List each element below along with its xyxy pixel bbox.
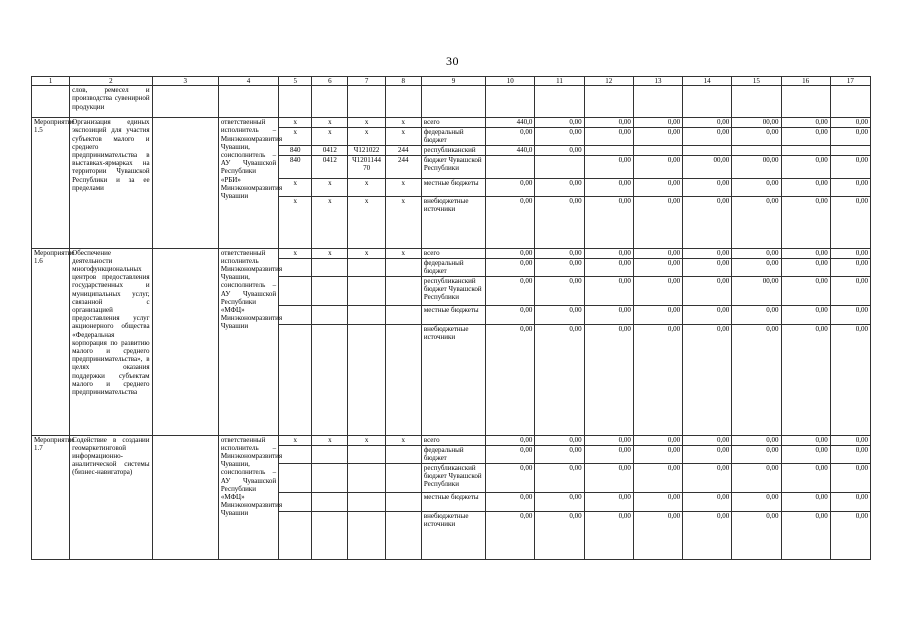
amount-cell: 0,00 xyxy=(633,155,682,178)
budget-code-cell: Ч1201144 70 xyxy=(348,155,385,178)
amount-cell: 0,00 xyxy=(830,128,870,145)
amount-cell: 0,00 xyxy=(584,276,633,305)
amount-cell: 00,00 xyxy=(732,155,781,178)
budget-code-cell xyxy=(279,511,312,559)
amount-cell: 0,00 xyxy=(633,445,682,463)
amount-cell: 0,00 xyxy=(486,258,535,276)
funding-source-cell: всего xyxy=(421,248,485,258)
amount-cell: 0,00 xyxy=(535,324,584,435)
amount-cell: 0,00 xyxy=(781,445,830,463)
amount-cell xyxy=(781,145,830,155)
amount-cell: 0,00 xyxy=(830,324,870,435)
budget-code-cell: x xyxy=(279,435,312,445)
budget-code-cell: 0412 xyxy=(312,155,348,178)
amount-cell: 0,00 xyxy=(781,128,830,145)
amount-cell: 0,00 xyxy=(781,276,830,305)
budget-code-cell xyxy=(385,492,421,511)
amount-cell: 0,00 xyxy=(683,178,732,196)
amount-cell: 0,00 xyxy=(486,463,535,492)
measure-executor: ответственный исполнитель Минэкономразвития Чувашии, соисполнитель – АУ Чувашской Республики «МФЦ» Минэкономразвития Чувашии xyxy=(218,248,278,435)
measure-code: Мероприятие 1.7 xyxy=(32,435,70,559)
amount-cell: 0,00 xyxy=(584,155,633,178)
amount-cell: 0,00 xyxy=(732,178,781,196)
budget-code-cell: x xyxy=(348,196,385,248)
amount-cell: 0,00 xyxy=(633,248,682,258)
amount-cell: 0,00 xyxy=(535,463,584,492)
amount-cell xyxy=(830,145,870,155)
amount-cell: 0,00 xyxy=(732,445,781,463)
budget-code-cell xyxy=(279,258,312,276)
amount-cell: 0,00 xyxy=(781,118,830,128)
amount-cell: 0,00 xyxy=(830,511,870,559)
funding-source-cell: внебюджетные источники xyxy=(421,196,485,248)
amount-cell xyxy=(732,145,781,155)
funding-source-cell: республиканский бюджет Чувашской Республики xyxy=(421,463,485,492)
budget-code-cell: x xyxy=(385,435,421,445)
budget-code-cell: x xyxy=(348,178,385,196)
amount-cell: 0,00 xyxy=(584,258,633,276)
measure-code: Мероприятие 1.5 xyxy=(32,118,70,248)
amount-cell: 0,00 xyxy=(781,435,830,445)
header-cell: 10 xyxy=(486,77,535,86)
budget-code-cell: x xyxy=(348,118,385,128)
funding-source-cell: всего xyxy=(421,118,485,128)
amount-cell: 0,00 xyxy=(830,463,870,492)
amount-cell: 0,00 xyxy=(535,511,584,559)
budget-code-cell: 840 xyxy=(279,155,312,178)
amount-cell: 0,00 xyxy=(830,248,870,258)
amount-cell: 0,00 xyxy=(486,178,535,196)
amount-cell: 0,00 xyxy=(535,145,584,155)
measure-name: Содействие в создании геомаркетинговой информационно-аналитической системы (бизнес-навигатора) xyxy=(70,435,152,559)
amount-cell: 440,0 xyxy=(486,118,535,128)
amount-cell: 0,00 xyxy=(781,492,830,511)
amount-cell: 0,00 xyxy=(683,492,732,511)
amount-cell: 0,00 xyxy=(633,305,682,324)
amount-cell: 0,00 xyxy=(633,276,682,305)
amount-cell: 0,00 xyxy=(683,445,732,463)
amount-cell: 0,00 xyxy=(535,435,584,445)
amount-cell: 00,00 xyxy=(683,155,732,178)
amount-cell: 0,00 xyxy=(732,463,781,492)
amount-cell: 0,00 xyxy=(486,128,535,145)
budget-code-cell xyxy=(385,463,421,492)
budget-code-cell: x xyxy=(279,178,312,196)
amount-cell: 0,00 xyxy=(781,305,830,324)
budget-code-cell xyxy=(312,324,348,435)
amount-cell: 0,00 xyxy=(633,196,682,248)
header-cell: 11 xyxy=(535,77,584,86)
funding-source-cell: федеральный бюджет xyxy=(421,258,485,276)
amount-cell: 0,00 xyxy=(830,492,870,511)
budget-code-cell: x xyxy=(312,178,348,196)
amount-cell: 0,00 xyxy=(683,118,732,128)
budget-code-cell: x xyxy=(312,118,348,128)
header-cell: 15 xyxy=(732,77,781,86)
budget-code-cell xyxy=(385,276,421,305)
amount-cell: 0,00 xyxy=(683,324,732,435)
amount-cell: 0,00 xyxy=(535,178,584,196)
amount-cell xyxy=(486,155,535,178)
budget-code-cell: x xyxy=(385,178,421,196)
amount-cell: 0,00 xyxy=(633,492,682,511)
empty-cell xyxy=(152,248,218,435)
budget-code-cell xyxy=(348,324,385,435)
budget-code-cell xyxy=(312,492,348,511)
amount-cell: 0,00 xyxy=(486,492,535,511)
budget-code-cell: Ч121022 xyxy=(348,145,385,155)
header-cell: 5 xyxy=(279,77,312,86)
amount-cell: 0,00 xyxy=(683,511,732,559)
amount-cell: 00,00 xyxy=(732,276,781,305)
amount-cell: 0,00 xyxy=(584,305,633,324)
header-cell: 6 xyxy=(312,77,348,86)
amount-cell: 0,00 xyxy=(486,248,535,258)
header-cell: 3 xyxy=(152,77,218,86)
amount-cell: 0,00 xyxy=(732,248,781,258)
budget-code-cell xyxy=(385,511,421,559)
amount-cell: 0,00 xyxy=(830,118,870,128)
amount-cell: 0,00 xyxy=(486,196,535,248)
amount-cell: 0,00 xyxy=(683,128,732,145)
funding-source-cell: республиканский бюджет Чувашской Республики xyxy=(421,276,485,305)
budget-code-cell xyxy=(385,258,421,276)
amount-cell: 0,00 xyxy=(486,276,535,305)
amount-cell: 0,00 xyxy=(683,463,732,492)
budget-code-cell: x xyxy=(385,196,421,248)
budget-code-cell: x xyxy=(385,118,421,128)
budget-code-cell: x xyxy=(312,196,348,248)
amount-cell: 0,00 xyxy=(830,276,870,305)
budget-code-cell xyxy=(348,305,385,324)
funding-source-cell: внебюджетные источники xyxy=(421,324,485,435)
amount-cell: 0,00 xyxy=(830,178,870,196)
measure-name: Обеспечение деятельности многофункциональных центров предоставления государственных и муниципальных услуг, связанной с организацией предоставления услуг акционерного общества «Федеральная корпорация по развитию малого и среднего предпринимательства», в целях оказания поддержки субъектам малого и среднего предпринимательства xyxy=(70,248,152,435)
page-number: 30 xyxy=(446,54,459,68)
amount-cell: 0,00 xyxy=(830,445,870,463)
header-cell: 4 xyxy=(218,77,278,86)
amount-cell xyxy=(683,145,732,155)
budget-code-cell xyxy=(312,463,348,492)
amount-cell: 0,00 xyxy=(584,463,633,492)
budget-code-cell xyxy=(348,492,385,511)
budget-code-cell: x xyxy=(312,128,348,145)
amount-cell: 0,00 xyxy=(486,324,535,435)
amount-cell: 0,00 xyxy=(633,258,682,276)
amount-cell: 0,00 xyxy=(633,435,682,445)
amount-cell: 0,00 xyxy=(633,178,682,196)
amount-cell: 0,00 xyxy=(584,128,633,145)
amount-cell: 0,00 xyxy=(584,324,633,435)
amount-cell: 0,00 xyxy=(584,248,633,258)
budget-code-cell xyxy=(312,305,348,324)
amount-cell: 0,00 xyxy=(633,324,682,435)
continuation-row xyxy=(32,86,871,118)
budget-code-cell: x xyxy=(385,248,421,258)
budget-code-cell: x xyxy=(279,196,312,248)
budget-code-cell: x xyxy=(279,248,312,258)
funding-source-cell: федеральный бюджет xyxy=(421,128,485,145)
amount-cell: 0,00 xyxy=(683,435,732,445)
table-row xyxy=(32,118,871,128)
budget-code-cell xyxy=(279,305,312,324)
amount-cell: 0,00 xyxy=(732,324,781,435)
amount-cell: 0,00 xyxy=(781,324,830,435)
amount-cell: 0,00 xyxy=(683,276,732,305)
budget-code-cell: 0412 xyxy=(312,145,348,155)
amount-cell: 0,00 xyxy=(486,435,535,445)
budget-code-cell xyxy=(312,445,348,463)
header-cell: 14 xyxy=(683,77,732,86)
amount-cell: 0,00 xyxy=(732,511,781,559)
table-row xyxy=(32,435,871,445)
funding-source-cell: местные бюджеты xyxy=(421,305,485,324)
measure-executor: ответственный исполнитель – Минэкономразвития Чувашии, соисполнитель – АУ Чувашской Республики «РБИ» Минэкономразвития Чувашии xyxy=(218,118,278,248)
budget-code-cell xyxy=(348,276,385,305)
empty-cell xyxy=(152,435,218,559)
header-cell: 8 xyxy=(385,77,421,86)
measure-executor: ответственный исполнитель – Минэкономразвития Чувашии, соисполнитель – АУ Чувашской Республики «МФЦ» Минэкономразвития Чувашии xyxy=(218,435,278,559)
budget-code-cell: x xyxy=(348,435,385,445)
amount-cell: 0,00 xyxy=(584,511,633,559)
amount-cell: 0,00 xyxy=(683,258,732,276)
budget-code-cell xyxy=(385,324,421,435)
amount-cell: 440,0 xyxy=(486,145,535,155)
funding-source-cell: внебюджетные источники xyxy=(421,511,485,559)
amount-cell: 0,00 xyxy=(535,248,584,258)
budget-code-cell: x xyxy=(312,435,348,445)
funding-source-cell: местные бюджеты xyxy=(421,178,485,196)
amount-cell: 0,00 xyxy=(732,305,781,324)
header-cell: 1 xyxy=(32,77,70,86)
amount-cell: 0,00 xyxy=(486,305,535,324)
amount-cell: 0,00 xyxy=(781,155,830,178)
budget-code-cell xyxy=(279,445,312,463)
header-cell: 2 xyxy=(70,77,152,86)
amount-cell: 0,00 xyxy=(486,511,535,559)
amount-cell: 0,00 xyxy=(781,463,830,492)
amount-cell: 0,00 xyxy=(683,305,732,324)
continuation-text: слов, ремесел и производства сувенирной продукции xyxy=(70,86,152,118)
amount-cell: 0,00 xyxy=(584,435,633,445)
budget-code-cell xyxy=(312,276,348,305)
budget-code-cell xyxy=(348,258,385,276)
amount-cell: 0,00 xyxy=(781,196,830,248)
amount-cell: 0,00 xyxy=(830,155,870,178)
header-cell: 17 xyxy=(830,77,870,86)
funding-source-cell: местные бюджеты xyxy=(421,492,485,511)
budget-code-cell xyxy=(279,324,312,435)
amount-cell: 0,00 xyxy=(633,511,682,559)
budget-code-cell: x xyxy=(348,128,385,145)
budget-code-cell: x xyxy=(348,248,385,258)
amount-cell: 0,00 xyxy=(535,196,584,248)
funding-source-cell: всего xyxy=(421,435,485,445)
amount-cell: 0,00 xyxy=(535,128,584,145)
budget-code-cell: x xyxy=(279,118,312,128)
budget-code-cell xyxy=(279,463,312,492)
header-cell: 7 xyxy=(348,77,385,86)
amount-cell xyxy=(584,145,633,155)
amount-cell: 0,00 xyxy=(633,128,682,145)
header-cell: 16 xyxy=(781,77,830,86)
budget-code-cell: 840 xyxy=(279,145,312,155)
budget-code-cell xyxy=(385,445,421,463)
amount-cell: 0,00 xyxy=(830,305,870,324)
header-cell: 12 xyxy=(584,77,633,86)
amount-cell: 0,00 xyxy=(781,511,830,559)
amount-cell: 0,00 xyxy=(732,128,781,145)
amount-cell: 0,00 xyxy=(535,276,584,305)
funding-source-cell: федеральный бюджет xyxy=(421,445,485,463)
amount-cell: 0,00 xyxy=(535,258,584,276)
amount-cell: 00,00 xyxy=(732,118,781,128)
budget-code-cell: 244 xyxy=(385,145,421,155)
table-body xyxy=(32,77,871,560)
amount-cell: 0,00 xyxy=(781,258,830,276)
amount-cell: 0,00 xyxy=(732,258,781,276)
amount-cell: 0,00 xyxy=(584,492,633,511)
amount-cell: 0,00 xyxy=(535,305,584,324)
header-row xyxy=(32,77,871,86)
amount-cell: 0,00 xyxy=(732,196,781,248)
amount-cell: 0,00 xyxy=(781,178,830,196)
budget-code-cell: x xyxy=(385,128,421,145)
measure-code: Мероприятие 1.6 xyxy=(32,248,70,435)
amount-cell: 0,00 xyxy=(732,435,781,445)
budget-code-cell xyxy=(348,445,385,463)
amount-cell: 0,00 xyxy=(584,445,633,463)
amount-cell: 0,00 xyxy=(830,435,870,445)
amount-cell: 0,00 xyxy=(633,463,682,492)
funding-source-cell: бюджет Чувашской Республики xyxy=(421,155,485,178)
measure-name: Организация единых экспозиций для участия субъектов малого и среднего предпринимательства в выставках-ярмарках на территории Чувашской Республики и за ее пределами xyxy=(70,118,152,248)
budget-code-cell xyxy=(348,511,385,559)
budget-code-cell xyxy=(312,511,348,559)
budget-code-cell xyxy=(279,276,312,305)
amount-cell: 0,00 xyxy=(584,178,633,196)
empty-cell xyxy=(152,118,218,248)
amount-cell: 0,00 xyxy=(486,445,535,463)
amount-cell xyxy=(535,155,584,178)
budget-code-cell xyxy=(385,305,421,324)
budget-code-cell: 244 xyxy=(385,155,421,178)
header-cell: 13 xyxy=(633,77,682,86)
amount-cell: 0,00 xyxy=(781,248,830,258)
budget-code-cell xyxy=(348,463,385,492)
amount-cell: 0,00 xyxy=(584,196,633,248)
amount-cell: 0,00 xyxy=(683,248,732,258)
amount-cell: 0,00 xyxy=(633,118,682,128)
financing-table xyxy=(31,76,871,560)
amount-cell: 0,00 xyxy=(683,196,732,248)
amount-cell: 0,00 xyxy=(535,492,584,511)
amount-cell: 0,00 xyxy=(584,118,633,128)
amount-cell xyxy=(633,145,682,155)
amount-cell: 0,00 xyxy=(830,196,870,248)
funding-source-cell: республиканский xyxy=(421,145,485,155)
amount-cell: 0,00 xyxy=(732,492,781,511)
amount-cell: 0,00 xyxy=(535,118,584,128)
budget-code-cell xyxy=(312,258,348,276)
budget-code-cell xyxy=(279,492,312,511)
header-cell: 9 xyxy=(421,77,485,86)
amount-cell: 0,00 xyxy=(830,258,870,276)
budget-code-cell: x xyxy=(312,248,348,258)
amount-cell: 0,00 xyxy=(535,445,584,463)
budget-code-cell: x xyxy=(279,128,312,145)
table-row xyxy=(32,248,871,258)
